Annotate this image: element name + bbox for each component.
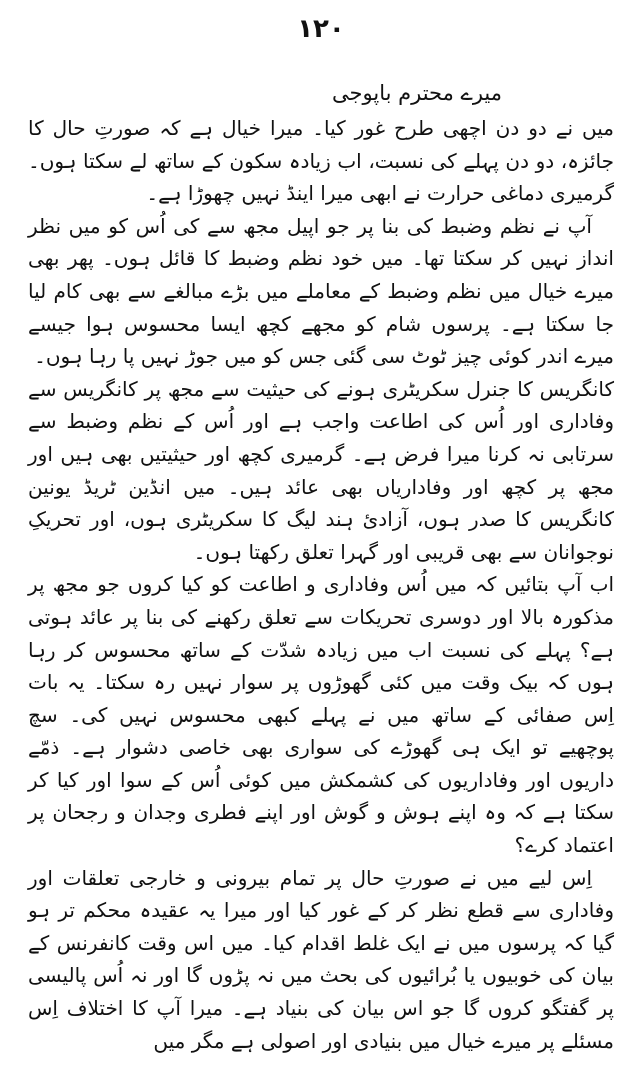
paragraph: اِس لیے میں نے صورتِ حال پر تمام بیرونی و خارجی تعلقات اور وفاداری سے قطع نظر کر کے غور کیا اور میرا یہ عقیدہ محکم تر ہو گیا کہ پرسوں میں نے ایک غلط اقدام کیا۔ میں اس وقت کانفرنس کے بیان کی خوبیوں یا بُرائیوں کی بحث میں نہ پڑوں گا اور نہ اُس پالیسی پر گفتگو کروں گا جو اس بیان کی بنیاد ہے۔ میرا آپ کا اختلاف اِس مسئلے پر میرے خیال میں بنیادی اور اصولی ہے مگر میں <box>28 865 614 1053</box>
paragraph: میں نے دو دن اچھی طرح غور کیا۔ میرا خیال ہے کہ صورتِ حال کا جائزہ، دو دن پہلے کی نسبت، اب زیادہ سکون کے ساتھ لے سکتا ہوں۔ گرمیری دماغی حرارت نے ابھی میرا اینڈ نہیں چھوڑا ہے۔ <box>28 116 614 206</box>
letter-body <box>28 112 614 1057</box>
paragraph: اب آپ بتائیں کہ میں اُس وفاداری و اطاعت کو کیا کروں جو مجھ پر مذکورہ بالا اور دوسری تحریکات سے تعلق رکھنے کی بنا پر عائد ہوتی ہے؟ پہلے کی نسبت اب میں زیادہ شدّت کے ساتھ محسوس کر رہا ہوں کہ بیک وقت میں کئی گھوڑوں پر سوار نہیں رہ سکتا۔ یہ بات اِس صفائی کے ساتھ میں نے پہلے کبھی محسوس نہیں کی۔ سچ پوچھیے تو ایک ہی گھوڑے کی سواری بھی خاصی دشوار ہے۔ ذمّے داریوں اور وفاداریوں کی کشمکش میں کوئی اُس کے سوا اور کیا کر سکتا ہے کہ وہ اپنے ہوش و گوش اور اپنے فطری وجدان و رجحان پر اعتماد کرے؟ <box>28 572 614 858</box>
page-number: ۱۲۰ <box>297 14 345 44</box>
letter-salutation: میرے محترم باپوجی <box>332 81 502 105</box>
paragraph: آپ نے نظم وضبط کی بنا پر جو اپیل مجھ سے کی اُس کو میں نظر انداز نہیں کر سکتا تھا۔ میں خود نظم وضبط کا قائل ہوں۔ پھر بھی میرے خیال میں نظم وضبط کے معاملے میں بڑے مبالغے سے بھی کام لیا جا سکتا ہے۔ پرسوں شام کو مجھے کچھ ایسا محسوس ہوا جیسے میرے اندر کوئی چیز ٹوٹ سی گئی جس کو میں جوڑ نہیں پا رہا ہوں۔ <box>28 213 614 369</box>
paragraph: کانگریس کا جنرل سکریٹری ہونے کی حیثیت سے مجھ پر کانگریس سے وفاداری اور اُس کی اطاعت واجب ہے اور اُس کے نظم وضبط سے سرتابی نہ کرنا میرا فرض ہے۔ گرمیری کچھ اور حیثیتیں بھی ہیں اور مجھ پر کچھ اور وفاداریاں بھی عائد ہیں۔ میں انڈین ٹریڈ یونین کانگریس کا صدر ہوں، آزادیٔ ہند لیگ کا سکریٹری ہوں، اور تحریکِ نوجوانان سے بھی قریبی اور گہرا تعلق رکھتا ہوں۔ <box>28 376 614 564</box>
